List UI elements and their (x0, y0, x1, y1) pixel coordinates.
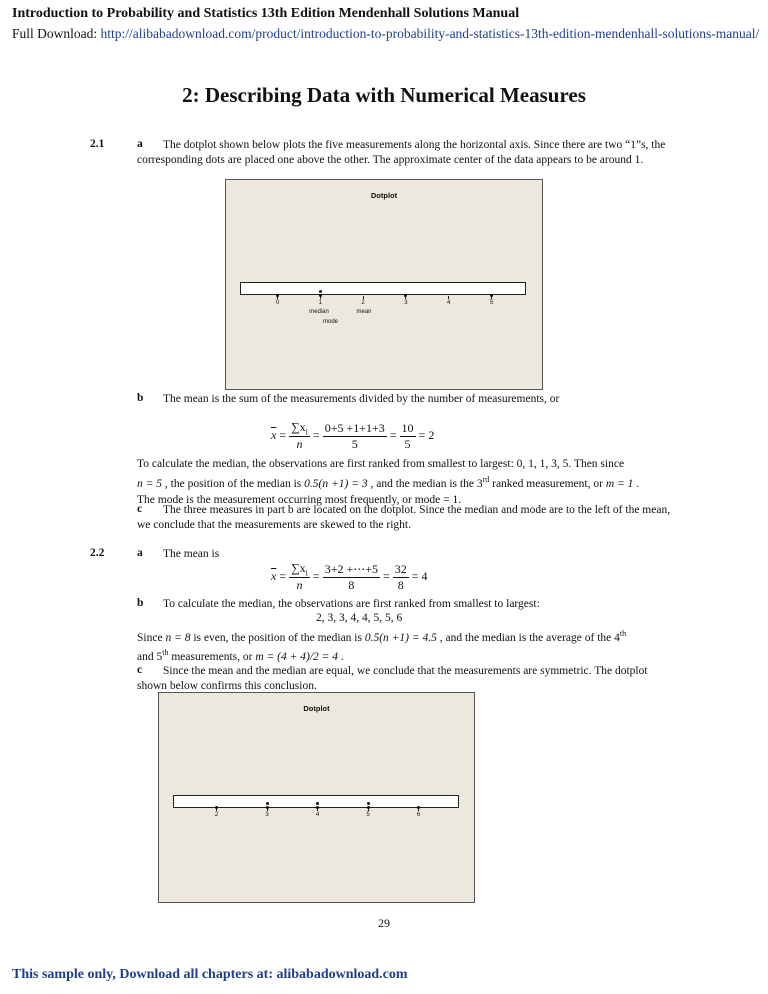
data-point (215, 806, 218, 809)
denominator: n (296, 437, 303, 452)
chart-title: Dotplot (370, 191, 398, 200)
text: Since (137, 631, 166, 644)
exercise-number: 2.2 (90, 547, 105, 559)
data-point (266, 802, 269, 805)
tick-label: 5 (366, 812, 370, 818)
tick-label: 2 (214, 812, 219, 818)
part-label: c (137, 664, 143, 676)
numerator: 3+2 +⋯+5 (324, 561, 378, 576)
annotation-median: median (309, 309, 329, 315)
mean-equation: $\overline{x}$ = $\frac{\sum x_i}{n}$ = $\frac{3+2 +\cdots+5}{8}$ = $\frac{32}{8}$ = 4 (271, 561, 428, 593)
math: 0.5(n +1) = 4.5 (364, 631, 437, 644)
annotation-mean: mean (356, 309, 372, 315)
download-line (12, 26, 759, 42)
axis-tick (448, 296, 449, 299)
part-label: c (137, 503, 143, 515)
axis-box (240, 282, 526, 295)
document-header-title: Introduction to Probability and Statistics 13th Edition Mendenhall Solutions Manual (12, 6, 520, 21)
sum-symbol: ∑x (291, 561, 306, 575)
data-point (367, 806, 370, 809)
tick-label: 0 (275, 300, 280, 306)
exercise-text: Since the mean and the median are equal, we conclude that the measurements are symmetric. The dotplot shown below confirms this conclusion. (137, 665, 648, 692)
median-paragraph (137, 457, 697, 508)
chapter-title: 2: Describing Data with Numerical Measures (182, 83, 586, 107)
dotplot-chart (158, 692, 475, 903)
since-line (137, 626, 626, 646)
math: m = 1 (605, 477, 634, 490)
sum-symbol: ∑x (291, 420, 306, 434)
text: , the position of the median is (162, 477, 305, 490)
denominator: n (296, 578, 303, 593)
footer-download-text[interactable]: This sample only, Download all chapters at: alibabadownload.com (12, 967, 408, 982)
denominator: 8 (397, 577, 404, 592)
data-point (319, 294, 322, 297)
tick-label: 5 (489, 300, 494, 306)
data-point (276, 294, 279, 297)
superscript: th (619, 629, 627, 638)
page-number: 29 (378, 916, 390, 930)
math: n = 8 (165, 631, 191, 644)
median-line (137, 472, 697, 492)
chart-title: Dotplot (303, 704, 330, 713)
ranked-list: 2, 3, 3, 4, 4, 5, 5, 6 (316, 612, 403, 624)
dotplot-chart (225, 179, 543, 390)
mean-equation: $\overline{x}$ = $\frac{\sum x_i}{n}$ = $\frac{0+5 +1+1+3}{5}$ = $\frac{10}{5}$ = 2 (271, 420, 435, 452)
subscript: i (305, 427, 308, 437)
text: and 5 (137, 650, 163, 663)
tick-label: 6 (416, 812, 421, 818)
data-point (316, 802, 319, 805)
text: . (338, 650, 344, 663)
tick-label: 4 (315, 812, 320, 818)
tick-label: 2 (361, 300, 365, 306)
math: n = 5 (137, 477, 163, 490)
data-point (490, 294, 493, 297)
math: 0.5(n +1) = 3 (304, 477, 368, 490)
axis-tick (363, 296, 364, 299)
result: = 2 (418, 427, 435, 442)
part-label: b (137, 392, 144, 404)
exercise-text: The three measures in part b are located on the dotplot. Since the median and mode are to the left of the mean, we conclude that the measurements are skewed to the right. (137, 504, 671, 531)
data-point (316, 806, 319, 809)
numerator: 0+5 +1+1+3 (324, 420, 385, 435)
xbar: $\overline{x}$ (271, 568, 277, 583)
median-line: To calculate the median, the observations are first ranked from smallest to largest: 0, 1, 1, 3, 5. Then since (137, 458, 625, 470)
part-label: a (137, 138, 143, 150)
xbar: $\overline{x}$ (271, 427, 277, 442)
denominator: 5 (351, 436, 358, 451)
annotation-mode: mode (323, 319, 339, 325)
exercise-text: The mean is (163, 548, 220, 560)
data-point (319, 290, 322, 293)
text: . (633, 477, 640, 490)
download-link[interactable]: http://alibabadownload.com/product/introduction-to-probability-and-statistics-13th-edition-mendenhall-solutions-manual/ (100, 26, 760, 41)
tick-label: 4 (447, 300, 451, 306)
text: is even, the position of the median is (190, 631, 365, 644)
part-label: a (137, 547, 143, 559)
text: , and the median is the average of the 4 (436, 631, 620, 644)
tick-label: 3 (404, 300, 408, 306)
tick-label: 1 (318, 300, 322, 306)
data-point (266, 806, 269, 809)
text: , and the median is the 3 (367, 477, 483, 490)
denominator: 5 (404, 436, 411, 451)
denominator: 8 (348, 577, 355, 592)
math: m = (4 + 4)/2 = 4 (255, 650, 339, 663)
subscript: i (305, 568, 308, 578)
download-label: Full Download: (12, 26, 98, 41)
data-point (417, 806, 420, 809)
exercise-number: 2.1 (90, 138, 105, 150)
text: measurements, or (168, 650, 256, 663)
exercise-text: The dotplot shown below plots the five measurements along the horizontal axis. Since there are two “1”s, the corresponding dots are placed one above the other. The approximate center of the data appears to be around 1. (137, 139, 666, 166)
data-point (404, 294, 407, 297)
numerator: 10 (401, 420, 414, 435)
superscript: th (162, 648, 169, 657)
mode-line: The mode is the measurement occurring most frequently, or mode = 1. (137, 493, 462, 506)
data-point (367, 802, 370, 805)
result: = 4 (411, 568, 428, 583)
and-line (137, 645, 344, 665)
exercise-text: To calculate the median, the observations are first ranked from smallest to largest: (163, 598, 540, 610)
exercise-text: The mean is the sum of the measurements divided by the number of measurements, or (163, 393, 560, 405)
superscript: rd (482, 475, 490, 484)
tick-label: 3 (265, 812, 269, 818)
part-label: b (137, 597, 144, 609)
numerator: 32 (394, 561, 407, 576)
text: ranked measurement, or (489, 477, 606, 490)
